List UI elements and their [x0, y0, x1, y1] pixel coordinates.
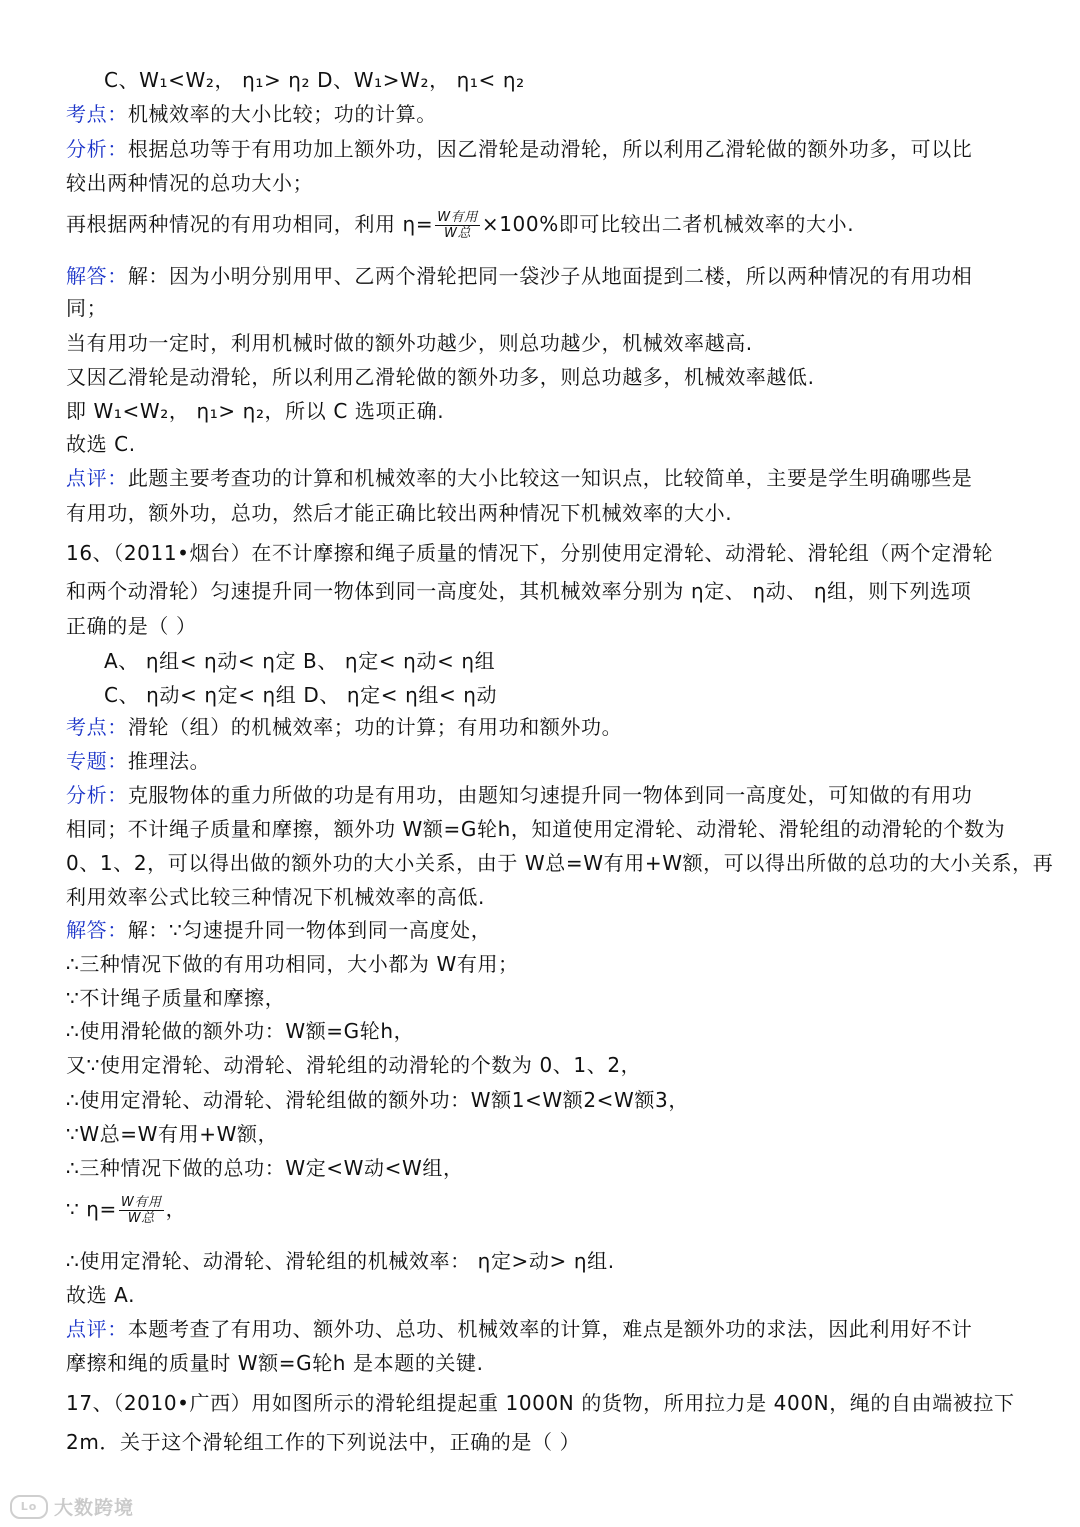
text-line: [66, 782, 1026, 808]
answer-option-line: [104, 648, 1064, 674]
line-text: 解：∵匀速提升同一物体到同一高度处，: [127, 918, 492, 942]
fraction-numerator: W有用: [120, 1195, 162, 1210]
line-text: 再根据两种情况的有用功相同，利用 η=: [66, 212, 434, 236]
text-line: [66, 330, 1026, 356]
text-line: [66, 1052, 1026, 1078]
question-line: [66, 578, 1026, 604]
line-text: 故选 C.: [66, 432, 136, 456]
line-text: ∴三种情况下做的有用功相同，大小都为 W有用；: [66, 952, 519, 976]
text-line: [66, 1155, 1026, 1181]
line-text: 推理法。: [127, 749, 211, 773]
fraction-numerator: W有用: [437, 210, 478, 225]
line-text: 2m．关于这个滑轮组工作的下列说法中，正确的是（ ）: [66, 1430, 581, 1454]
section-label: 考点：: [66, 715, 128, 739]
text-line: [66, 1282, 1026, 1308]
text-line: [66, 1248, 1026, 1274]
text-line: [66, 1121, 1026, 1147]
question-line: [66, 1429, 1026, 1455]
watermark-logo-icon: Lo: [10, 1495, 48, 1519]
section-label: 分析：: [66, 137, 128, 161]
section-label: 专题：: [66, 749, 128, 773]
line-text: 本题考查了有用功、额外功、总功、机械效率的计算，难点是额外功的求法，因此利用好不计: [127, 1317, 973, 1341]
text-line: [66, 1087, 1026, 1113]
text-line: [66, 431, 1026, 457]
line-text: ∴三种情况下做的总功：W定<W动<W组，: [66, 1156, 464, 1180]
line-text: 当有用功一定时，利用机械时做的额外功越少，则总功越少，机械效率越高.: [66, 331, 753, 355]
line-text: ∵W总=W有用+W额，: [66, 1122, 279, 1146]
text-line: [66, 951, 1026, 977]
text-line: [66, 295, 1026, 321]
line-text: 正确的是（ ）: [66, 614, 197, 638]
section-label: 解答：: [66, 918, 128, 942]
line-text: ，: [165, 1197, 187, 1221]
line-text: ∴使用滑轮做的额外功：W额=G轮h，: [66, 1019, 415, 1043]
text-line: [66, 500, 1026, 526]
line-text: C、 η动< η定< η组 D、 η定< η组< η动: [104, 683, 498, 707]
text-line: [66, 465, 1026, 491]
line-text: 即 W₁<W₂， η₁> η₂，所以 C 选项正确.: [66, 399, 445, 423]
line-text: 和两个动滑轮）匀速提升同一物体到同一高度处，其机械效率分别为 η定、 η动、 η组，则下列选项: [66, 579, 972, 603]
text-line: [66, 170, 1026, 196]
text-line: [66, 884, 1026, 910]
section-label: 考点：: [66, 102, 128, 126]
line-text: 克服物体的重力所做的功是有用功，由题知匀速提升同一物体到同一高度处，可知做的有用功: [127, 783, 973, 807]
line-text: 同；: [66, 296, 108, 320]
section-label: 解答：: [66, 264, 128, 288]
line-text: 机械效率的大小比较；功的计算。: [127, 102, 437, 126]
formula-line: [66, 210, 1026, 241]
line-text: 0、1、2，可以得出做的额外功的大小关系，由于 W总=W有用+W额，可以得出所做的总功的大小关系，再: [66, 851, 1054, 875]
answer-option-line: [104, 682, 1064, 708]
line-text: 又因乙滑轮是动滑轮，所以利用乙滑轮做的额外功多，则总功越多，机械效率越低.: [66, 365, 815, 389]
question-line: [66, 1390, 1026, 1416]
efficiency-fraction: [435, 210, 480, 241]
line-text: ×100%即可比较出二者机械效率的大小.: [481, 212, 855, 236]
line-text: 17、（2010•广西）用如图所示的滑轮组提起重 1000N 的货物，所用拉力是 400N，绳的自由端被拉下: [66, 1391, 1015, 1415]
line-text: 解：因为小明分别用甲、乙两个滑轮把同一袋沙子从地面提到二楼，所以两种情况的有用功相: [127, 264, 973, 288]
text-line: [66, 917, 1026, 943]
text-line: [66, 1018, 1026, 1044]
line-text: 此题主要考查功的计算和机械效率的大小比较这一知识点，比较简单，主要是学生明确哪些是: [127, 466, 973, 490]
question-line: [66, 540, 1026, 566]
text-line: [66, 101, 1026, 127]
text-line: [66, 263, 1026, 289]
text-line: [66, 748, 1026, 774]
text-line: [66, 714, 1026, 740]
text-line: [66, 1316, 1026, 1342]
formula-line: [66, 1195, 1026, 1226]
line-text: 利用效率公式比较三种情况下机械效率的高低.: [66, 885, 485, 909]
line-text: 根据总功等于有用功加上额外功，因乙滑轮是动滑轮，所以利用乙滑轮做的额外功多，可以比: [127, 137, 973, 161]
line-text: 相同；不计绳子质量和摩擦，额外功 W额=G轮h，知道使用定滑轮、动滑轮、滑轮组的动滑轮的个数为: [66, 817, 1006, 841]
efficiency-fraction: [119, 1195, 164, 1226]
section-label: 点评：: [66, 466, 128, 490]
line-text: C、W₁<W₂， η₁> η₂ D、W₁>W₂， η₁< η₂: [104, 68, 525, 92]
question-line: [66, 613, 1026, 639]
line-text: ∵ η=: [66, 1197, 117, 1221]
line-text: 较出两种情况的总功大小；: [66, 171, 314, 195]
section-label: 点评：: [66, 1317, 128, 1341]
line-text: A、 η组< η动< η定 B、 η定< η动< η组: [104, 649, 496, 673]
line-text: 滑轮（组）的机械效率；功的计算；有用功和额外功。: [127, 715, 623, 739]
text-line: [66, 136, 1026, 162]
text-line: [66, 1350, 1026, 1376]
fraction-denominator: W总: [444, 226, 472, 241]
line-text: 16、（2011•烟台）在不计摩擦和绳子质量的情况下，分别使用定滑轮、动滑轮、滑轮组（两个定滑轮: [66, 541, 993, 565]
watermark-text: 大数跨境: [54, 1497, 135, 1519]
line-text: 摩擦和绳的质量时 W额=G轮h 是本题的关键.: [66, 1351, 484, 1375]
watermark: [10, 1493, 134, 1520]
line-text: 又∵使用定滑轮、动滑轮、滑轮组的动滑轮的个数为 0、1、2，: [66, 1053, 642, 1077]
text-line: [66, 850, 1054, 876]
section-label: 分析：: [66, 783, 128, 807]
line-text: ∵不计绳子质量和摩擦，: [66, 986, 286, 1010]
line-text: 故选 A.: [66, 1283, 136, 1307]
answer-option-line: [104, 67, 1064, 93]
text-line: [66, 398, 1026, 424]
text-line: [66, 364, 1026, 390]
line-text: 有用功，额外功，总功，然后才能正确比较出两种情况下机械效率的大小.: [66, 501, 733, 525]
fraction-denominator: W总: [127, 1211, 155, 1226]
text-line: [66, 985, 1026, 1011]
line-text: ∴使用定滑轮、动滑轮、滑轮组做的额外功：W额1<W额2<W额3，: [66, 1088, 689, 1112]
line-text: ∴使用定滑轮、动滑轮、滑轮组的机械效率： η定>动> η组.: [66, 1249, 615, 1273]
text-line: [66, 816, 1026, 842]
